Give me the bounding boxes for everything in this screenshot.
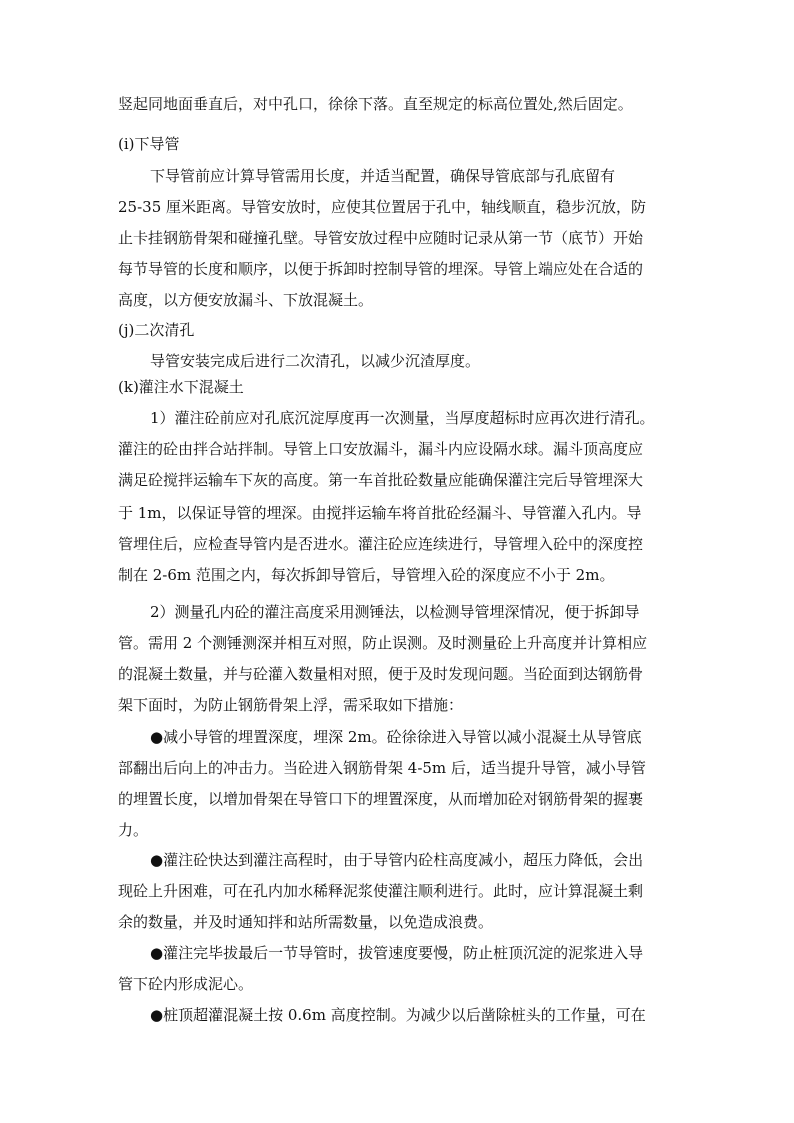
text-line: 1）灌注砼前应对孔底沉淀厚度再一次测量，当厚度超标时应再次进行清孔。 [150,409,655,427]
text-line: 高度，以方便安放漏斗、下放混凝土。 [118,291,374,309]
text-line: 导管安装完成后进行二次清孔，以减少沉渣厚度。 [150,352,481,370]
bullet-item: ●灌注完毕拔最后一节导管时，拔管速度要慢，防止桩顶沉淀的泥浆进入导 [150,944,644,962]
text-line: 竖起同地面垂直后，对中孔口，徐徐下落。直至规定的标高位置处,然后固定。 [118,95,633,113]
text-line: 管埋住后，应检查导管内是否进水。灌注砼应连续进行，导管埋入砼中的深度控 [118,535,644,553]
bullet-item: ●桩顶超灌混凝土按 0.6m 高度控制。为减少以后凿除桩头的工作量，可在 [150,1006,646,1024]
text-line: 的埋置长度，以增加骨架在导管口下的埋置深度，从而增加砼对钢筋骨架的握裹 [118,790,644,808]
text-line: 管下砼内形成泥心。 [118,975,254,993]
text-line: 架下面时，为防止钢筋骨架上浮，需采取如下措施： [118,696,464,714]
text-line: 部翻出后向上的冲击力。当砼进入钢筋骨架 4-5m 后，适当提升导管，减小导管 [118,759,646,777]
section-heading-j: (j)二次清孔 [118,321,195,339]
text-line: 的混凝土数量，并与砼灌入数量相对照，便于及时发现问题。当砼面到达钢筋骨 [118,665,644,683]
text-line: 于 1m，以保证导管的埋深。由搅拌运输车将首批砼经漏斗、导管灌入孔内。导 [118,504,642,522]
text-line: 现砼上升困难，可在孔内加水稀释泥浆使灌注顺利进行。此时，应计算混凝土剩 [118,882,644,900]
text-line: 每节导管的长度和顺序，以便于拆卸时控制导管的埋深。导管上端应处在合适的 [118,260,644,278]
text-line: 满足砼搅拌运输车下灰的高度。第一车首批砼数量应能确保灌注完后导管埋深大 [118,471,644,489]
text-line: 制在 2-6m 范围之内，每次拆卸导管后，导管埋入砼的深度应不小于 2m。 [118,566,615,584]
text-line: 下导管前应计算导管需用长度，并适当配置，确保导管底部与孔底留有 [150,167,616,185]
text-line: 止卡挂钢筋骨架和碰撞孔壁。导管安放过程中应随时记录从第一节（底节）开始 [118,229,644,247]
text-line: 25-35 厘米距离。导管安放时，应使其位置居于孔中，轴线顺直，稳步沉放，防 [118,198,647,216]
text-line: 管。需用 2 个测锤测深并相互对照，防止误测。及时测量砼上升高度并计算相应 [118,634,648,652]
text-line: 余的数量，并及时通知拌和站所需数量，以免造成浪费。 [118,913,494,931]
text-line: 力。 [118,821,149,839]
text-line: 灌注的砼由拌合站拌制。导管上口安放漏斗，漏斗内应设隔水球。漏斗顶高度应 [118,440,644,458]
section-heading-i: (i)下导管 [118,135,180,153]
bullet-item: ●减小导管的埋置深度，埋深 2m。砼徐徐进入导管以减小混凝土从导管底 [150,728,642,746]
section-heading-k: (k)灌注水下混凝土 [118,378,244,396]
bullet-item: ●灌注砼快达到灌注高程时，由于导管内砼柱高度减小，超压力降低，会出 [150,851,644,869]
text-line: 2）测量孔内砼的灌注高度采用测锤法，以检测导管埋深情况，便于拆卸导 [150,603,640,621]
